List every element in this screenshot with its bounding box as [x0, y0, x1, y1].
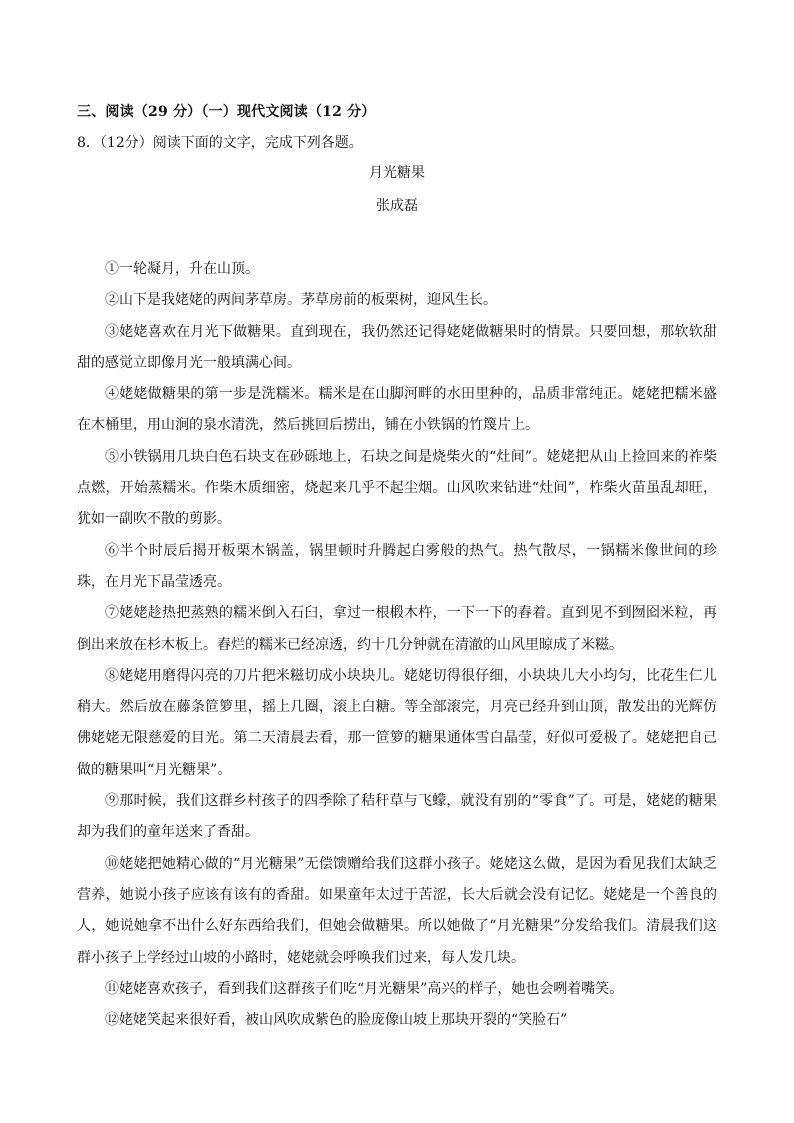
paragraph-2: ②山下是我姥姥的两间茅草房。茅草房前的板栗树，迎风生长。	[105, 292, 497, 309]
paragraph-10: ⑩姥姥把她精心做的“月光糖果”无偿馈赠给我们这群小孩子。姥姥这么做，是因为看见我们太缺乏营养，她说小孩子应该有该有的香甜。如果童年太过于苦涩，长大后就会没有记忆。姥姥是一个善良的人，她说她拿不出什么好东西给我们，但她会做糖果。所以她做了“月光糖果”分发给我们。清晨我们这群小孩子上学经过山坡的小路时，姥姥就会呼唤我们过来，每人发几块。	[77, 855, 717, 966]
paragraph-9: ⑨那时候，我们这群乡村孩子的四季除了秸秆草与飞蠓，就没有别的“零食”了。可是，姥姥的糖果却为我们的童年送来了香甜。	[77, 793, 717, 841]
article-title: 月光糖果	[369, 165, 425, 181]
paragraph-1: ①一轮凝月，升在山顶。	[105, 261, 259, 277]
article-body	[77, 254, 717, 1036]
paragraph-3: ③姥姥喜欢在月光下做糖果。直到现在，我仍然还记得姥姥做糖果时的情景。只要回想，那软软甜甜的感觉立即像月光一般填满心间。	[77, 323, 717, 371]
paragraph-8: ⑧姥姥用磨得闪亮的刀片把米糍切成小块块儿。姥姥切得很仔细，小块块儿大小均匀，比花生仁儿稍大。然后放在藤条笸箩里，摇上几圈，滚上白糖。等全部滚完，月亮已经升到山顶，散发出的光辉仿佛姥姥无限慈爱的目光。第二天清晨去看，那一笸箩的糖果通体雪白晶莹，好似可爱极了。姥姥把自己做的糖果叫“月光糖果”。	[77, 667, 717, 778]
paragraph-6: ⑥半个时辰后揭开板栗木锅盖，锅里顿时升腾起白雾般的热气。热气散尽，一锅糯米像世间的珍珠，在月光下晶莹透亮。	[77, 542, 717, 590]
paragraph-12: ⑫姥姥笑起来很好看，被山风吹成紫色的脸庞像山坡上那块开裂的“笑脸石”	[105, 1012, 568, 1029]
paragraph-7: ⑦姥姥趁热把蒸熟的糯米倒入石臼，拿过一根椴木杵，一下一下的舂着。直到见不到囫囵米粒，再倒出来放在杉木板上。舂烂的糯米已经凉透，约十几分钟就在清澈的山风里晾成了米糍。	[77, 605, 717, 653]
article-author: 张成磊	[376, 198, 418, 214]
paragraph-4: ④姥姥做糖果的第一步是洗糯米。糯米是在山脚河畔的水田里种的，品质非常纯正。姥姥把糯米盛在木桶里，用山涧的泉水清洗，然后挑回后捞出，铺在小铁锅的竹篾片上。	[77, 386, 717, 434]
section-heading: 三、阅读（29 分）（一）现代文阅读（12 分）	[77, 104, 376, 120]
paragraph-5: ⑤小铁锅用几块白色石块支在砂砾地上，石块之间是烧柴火的“灶间”。姥姥把从山上捡回来的祚柴点燃，开始蒸糯米。作柴木质细密，烧起来几乎不起尘烟。山风吹来钻进“灶间”，柞柴火苗虽乱却旺，犹如一副吹不散的剪影。	[77, 448, 717, 528]
question-instruction: 8．（12分）阅读下面的文字，完成下列各题。	[77, 135, 363, 151]
paragraph-11: ⑪姥姥喜欢孩子，看到我们这群孩子们吃“月光糖果”高兴的样子，她也会咧着嘴笑。	[105, 980, 624, 997]
